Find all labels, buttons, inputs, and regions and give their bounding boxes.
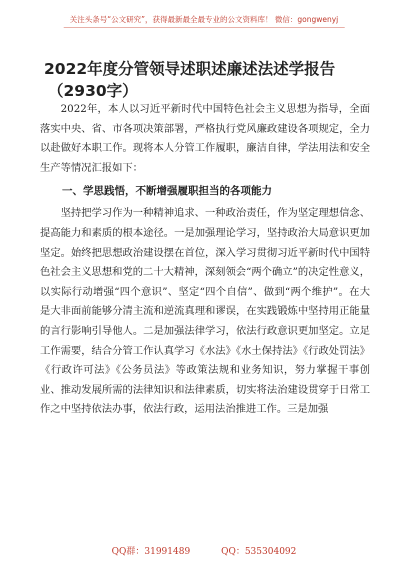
intro-paragraph: 2022年，本人以习近平新时代中国特色社会主义思想为指导，全面落实中央、省、市各项决策部署，严格执行党风廉政建设各项规定，全力以赴做好本职工作。现将本人分管工作履职，廉洁自律，学法用法和安全生产等情况汇报如下：	[40, 103, 370, 174]
footer-qq-group: QQ群：31991489	[111, 547, 191, 557]
footer-qq: QQ：535304092	[221, 547, 297, 557]
footer-contact	[0, 544, 408, 557]
section-heading: 一、学思践悟，不断增强履职担当的各项能力	[62, 185, 272, 198]
section-paragraph: 坚持把学习作为一种精神追求、一种政治责任，作为坚定理想信念、提高能力和素质的根本途径。一是加强理论学习，坚持政治大局意识更加坚定。始终把思想政治建设摆在首位，深入学习贯彻习近平新时代中国特色社会主义思想和党的二十大精神，深刻领会“两个确立”的决定性意义，以实际行动增强“四个意识”、坚定“四个自信”、做到“两个维护”。在大是大非面前能够分清主流和逆流真理和谬误，在实践锻炼中坚持用正能量的言行影响引导他人。二是加强法律学习，依法行政意识更加坚定。立足工作需要，结合分管工作认真学习《水法》《水土保持法》《行政处罚法》《行政许可法》《公务员法》等政策法规和业务知识，努力掌握干事创业、推动发展所需的法律知识和法律素质，切实将法治建设贯穿于日常工作之中坚持依法办事，依法行政，运用法治推进工作。三是加强	[40, 207, 370, 416]
title-main: 2022年度分管领导述职述廉述法述学报告	[44, 60, 336, 78]
document-body	[40, 100, 370, 420]
header-banner: 关注头条号“公文研究”，获得最新最全最专业的公文资料库！ 微信：gongwenyj	[64, 14, 345, 28]
title-word-count: （2930字）	[48, 82, 138, 100]
document-title	[44, 58, 374, 102]
